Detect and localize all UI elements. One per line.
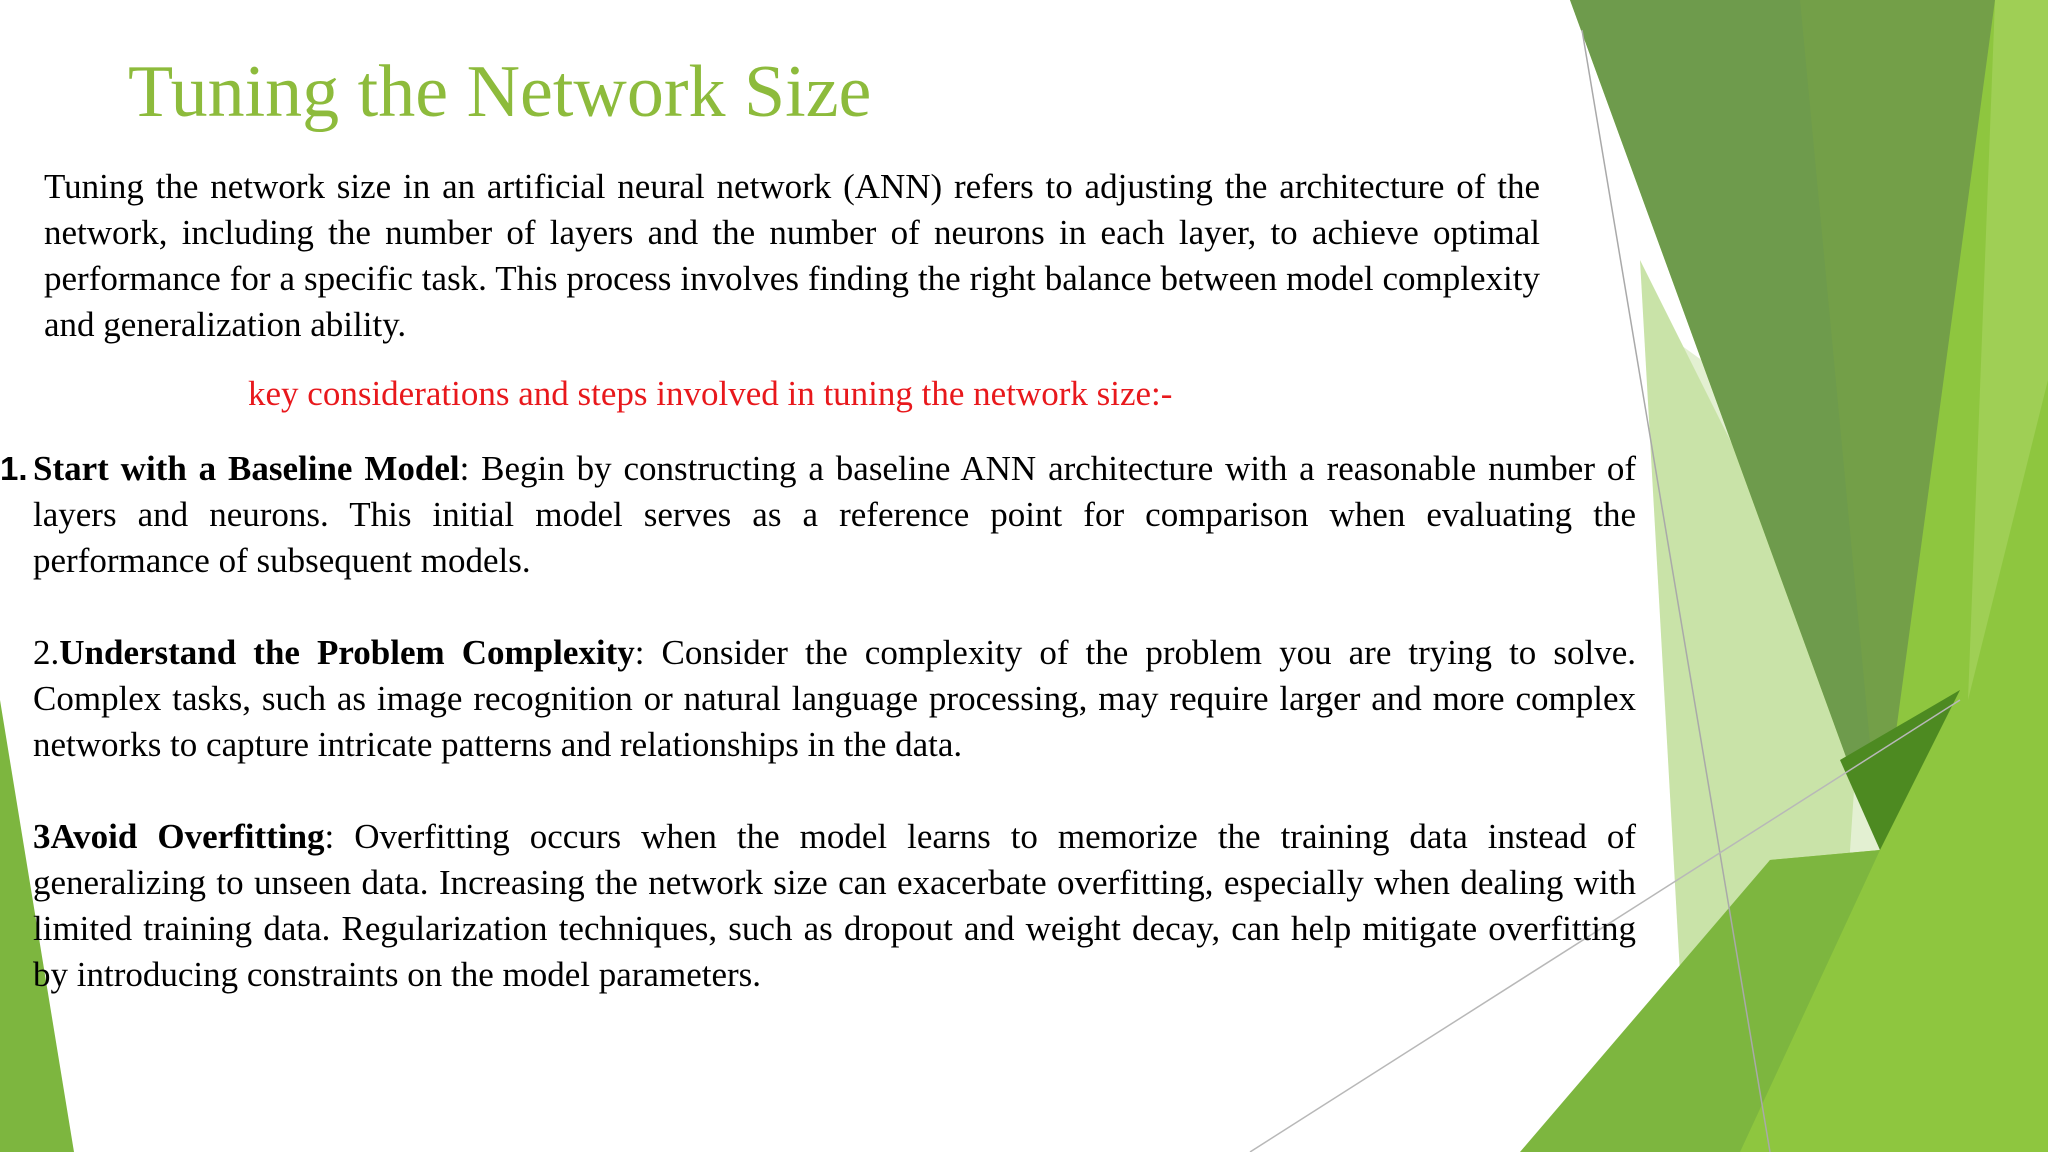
list-item-heading: Avoid Overfitting	[50, 817, 325, 856]
list-item-body: : Overfitting occurs when the model learns to memorize the training data instead of generalizing to unseen data. Increasing the network size can exacerbate overfitting, especially when dealing with limited training data. Regularization techniques, such as dropout and weight decay, can help mitigate overfitting by introducing constraints on the model parameters.	[33, 817, 1637, 994]
list-item-3	[33, 814, 1636, 998]
intro-paragraph: Tuning the network size in an artificial neural network (ANN) refers to adjusting the architecture of the network, including the number of layers and the number of neurons in each layer, to achieve optimal performance for a specific task. This process involves finding the right balance between model complexity and generalization ability.	[44, 167, 1540, 344]
slide-title: Tuning the Network Size	[128, 51, 872, 133]
list-item-body: : Begin by constructing a baseline ANN architecture with a reasonable number of layers and neurons. This initial model serves as a reference point for comparison when evaluating the performance of subsequent models.	[33, 449, 1637, 580]
section-subheading: key considerations and steps involved in tuning the network size:-	[248, 374, 1173, 413]
list-item-1	[0, 446, 1637, 584]
list-item-heading: Understand the Problem Complexity	[59, 633, 635, 672]
list-number: 1.	[0, 450, 28, 487]
list-item-2	[33, 630, 1636, 768]
list-item-heading: Start with a Baseline Model	[33, 449, 460, 488]
list-number: 3	[33, 817, 51, 856]
list-number: 2.	[33, 633, 60, 672]
list-item-body: : Consider the complexity of the problem you are trying to solve. Complex tasks, such as image recognition or natural language processing, may require larger and more complex networks to capture intricate patterns and relationships in the data.	[33, 633, 1636, 764]
